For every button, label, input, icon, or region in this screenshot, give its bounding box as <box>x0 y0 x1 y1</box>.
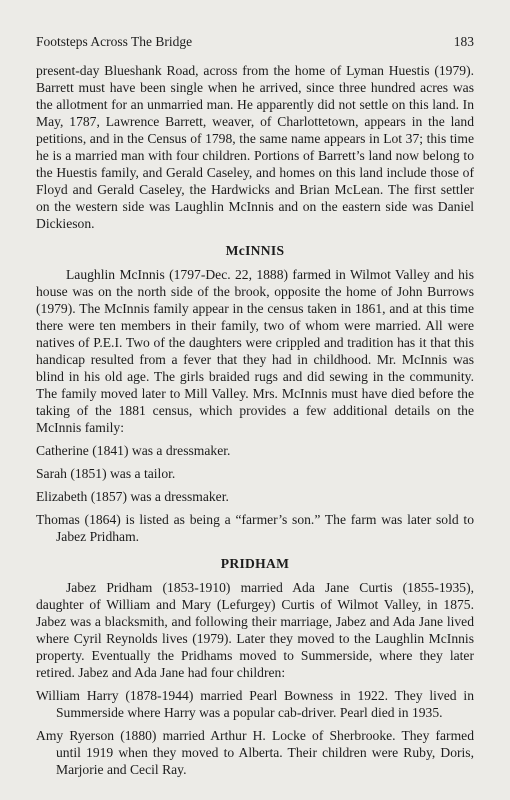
family-entry: Thomas (1864) is listed as being a “farmer’s son.” The farm was later sold to Jabez Pridham. <box>36 512 474 544</box>
page-body <box>36 62 474 778</box>
pridham-paragraph: Jabez Pridham (1853-1910) married Ada Jane Curtis (1855-1935), daughter of William and Mary (Lefurgey) Curtis of Wilmot Valley, in 1875. Jabez was a blacksmith, and following their marriage, Jabez and Ada Jane lived where Cyril Reynolds lives (1979). Later they moved to the Laughlin McInnis property. Eventually the Pridhams moved to Summerside, where they later retired. Jabez and Ada Jane had four children: <box>36 580 474 680</box>
running-header <box>36 34 474 50</box>
intro-paragraph: present-day Blueshank Road, across from the home of Lyman Huestis (1979). Barrett must have been single when he arrived, since three hundred acres was the allotment for an unmarried man. He apparently did not settle on this land. In May, 1787, Lawrence Barrett, weaver, of Charlottetown, appears in the land petitions, and in the Census of 1798, the same name appears in Lot 37; this time he is a married man with four children. Portions of Barrett’s land now belong to the Huestis family, and Gerald Caseley, and homes on this land include those of Floyd and Gerald Caseley, the Hardwicks and Brian McLean. The first settler on the western side was Laughlin McInnis and on the eastern side was Daniel Dickieson. <box>36 63 474 231</box>
mcinnis-paragraph: Laughlin McInnis (1797-Dec. 22, 1888) farmed in Wilmot Valley and his house was on the north side of the brook, opposite the home of John Burrows (1979). The McInnis family appear in the census taken in 1861, and at this time there were ten members in their family, two of whom were married. All were natives of P.E.I. Two of the daughters were crippled and tradition has it that this handicap resulted from a fever that they had in childhood. Mr. McInnis was blind in his old age. The girls braided rugs and did sewing in the community. The family moved later to Mill Valley. Mrs. McInnis must have died before the taking of the 1881 census, which provides a few additional details on the McInnis family: <box>36 267 474 435</box>
family-entry: William Harry (1878-1944) married Pearl Bowness in 1922. They lived in Summerside where Harry was a popular cab-driver. Pearl died in 1935. <box>36 688 474 720</box>
family-entry: Sarah (1851) was a tailor. <box>36 466 176 481</box>
section-heading-pridham: PRIDHAM <box>220 556 290 571</box>
family-entry: Elizabeth (1857) was a dressmaker. <box>36 489 229 504</box>
section-heading-mcinnis: McINNIS <box>225 243 285 258</box>
family-entry: Amy Ryerson (1880) married Arthur H. Locke of Sherbrooke. They farmed until 1919 when they moved to Alberta. Their children were Ruby, Doris, Marjorie and Cecil Ray. <box>36 728 474 777</box>
family-entry: Catherine (1841) was a dressmaker. <box>36 443 231 458</box>
page-number: 183 <box>453 34 474 49</box>
book-title: Footsteps Across The Bridge <box>36 34 193 49</box>
